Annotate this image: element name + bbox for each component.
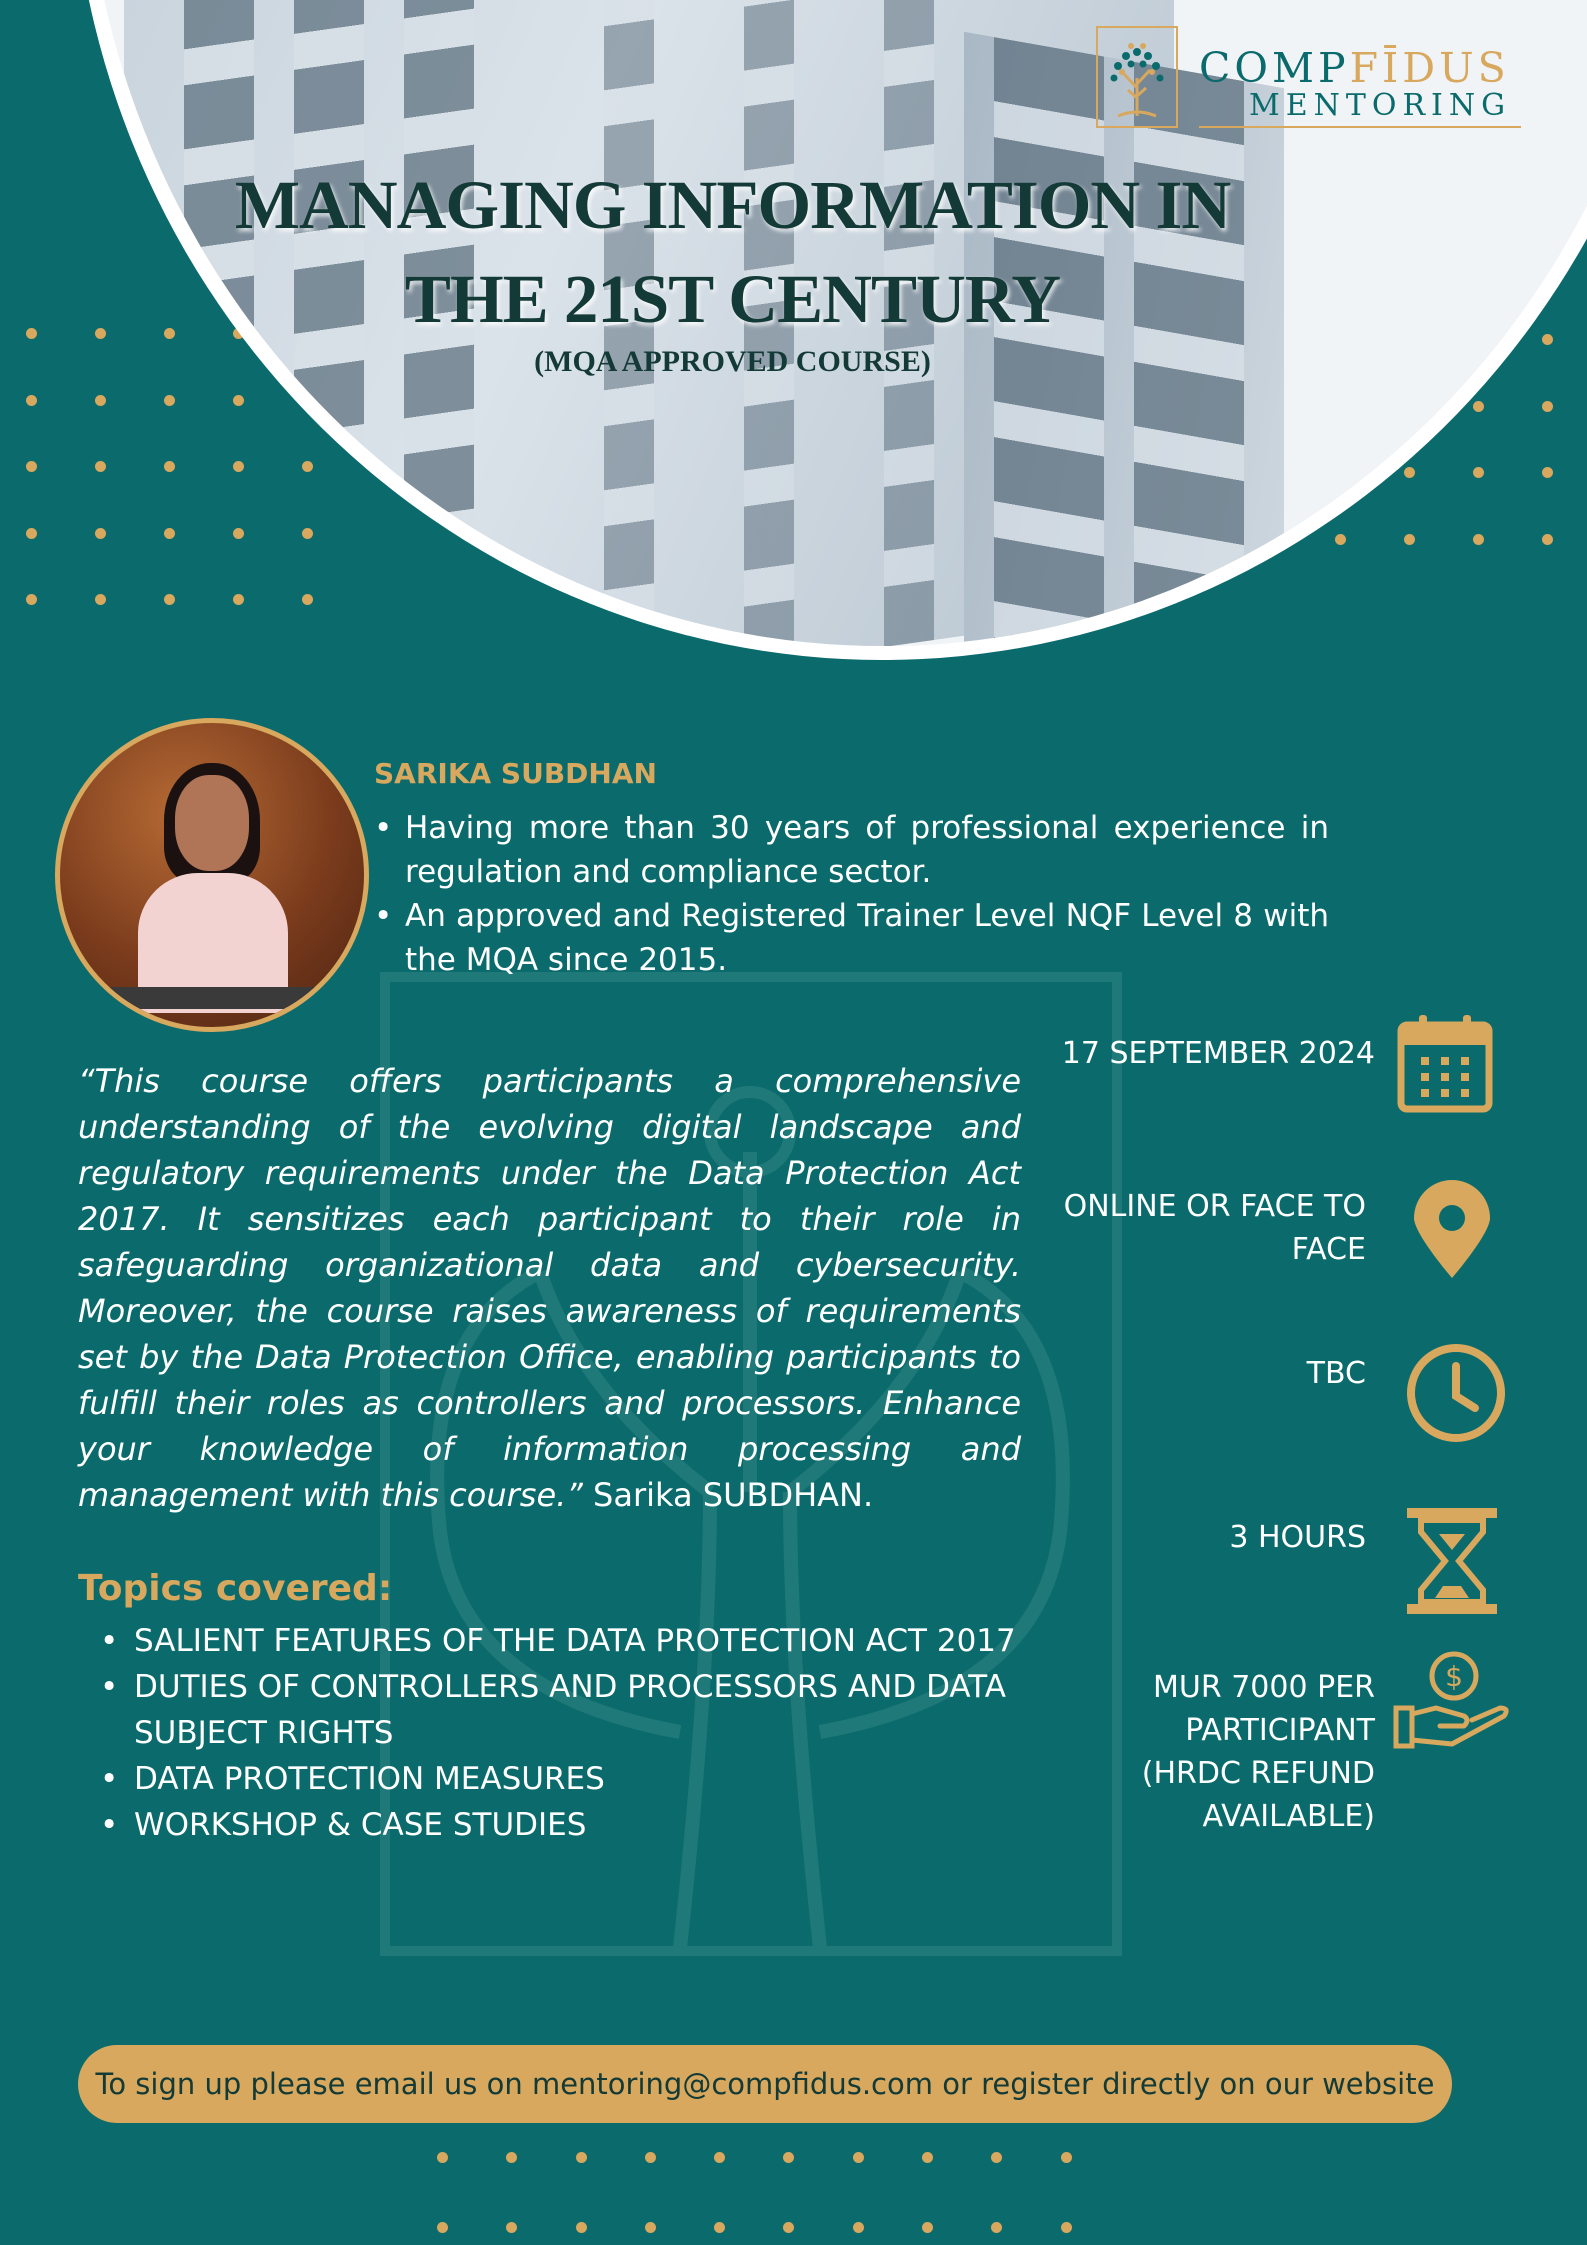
dot-pattern-bottom xyxy=(437,2152,1130,2245)
decorative-dot xyxy=(26,461,37,472)
quote-text: “This course offers participants a comprehensive understanding of the evolving digital landscape and regulatory requirements under the Data Protection Act 2017. It sensitizes each participant to their role in safeguarding organizational data and cybersecurity. Moreover, the course raises awareness of requirements set by the Data Protection Office, enabling participants to fulfill their roles as controllers and processors. Enhance your knowledge of information processing and management with this course.” xyxy=(78,1062,1021,1514)
logo-underline xyxy=(1199,126,1521,128)
course-subtitle: (MQA APPROVED COURSE) xyxy=(534,345,931,378)
trainer-name: SARIKA SUBDHAN xyxy=(374,757,657,790)
decorative-dot xyxy=(853,2222,864,2233)
signup-banner: To sign up please email us on mentoring@compfidus.com or register directly on our website xyxy=(78,2045,1452,2123)
course-date: 17 SEPTEMBER 2024 xyxy=(1061,1036,1375,1071)
course-duration: 3 HOURS xyxy=(1229,1520,1366,1555)
course-fee: MUR 7000 PER PARTICIPANT (HRDC REFUND AVAILABLE) xyxy=(1141,1670,1375,1834)
decorative-dot xyxy=(576,2152,587,2163)
decorative-dot xyxy=(645,2152,656,2163)
trainer-photo xyxy=(55,718,369,1032)
decorative-dot xyxy=(714,2152,725,2163)
topic-item: • DATA PROTECTION MEASURES xyxy=(100,1756,1020,1802)
course-quote xyxy=(78,1058,1021,1518)
decorative-dot xyxy=(26,594,37,605)
hourglass-icon xyxy=(1405,1506,1499,1616)
topic-item: • SALIENT FEATURES OF THE DATA PROTECTION ACT 2017 xyxy=(100,1618,1020,1664)
location-pin-icon xyxy=(1410,1180,1494,1280)
decorative-dot xyxy=(437,2152,448,2163)
decorative-dot xyxy=(991,2152,1002,2163)
decorative-dot xyxy=(506,2222,517,2233)
decorative-dot xyxy=(576,2222,587,2233)
course-title xyxy=(200,158,1265,346)
decorative-dot xyxy=(922,2222,933,2233)
decorative-dot xyxy=(783,2152,794,2163)
logo-wordmark: COMPFĪDUS xyxy=(1199,44,1510,92)
decorative-dot xyxy=(1061,2152,1072,2163)
topic-item: • DUTIES OF CONTROLLERS AND PROCESSORS AND DATA SUBJECT RIGHTS xyxy=(100,1664,1020,1756)
decorative-dot xyxy=(645,2222,656,2233)
svg-text:$: $ xyxy=(1445,1660,1463,1693)
quote-attribution: Sarika SUBDHAN. xyxy=(582,1476,874,1514)
compfidus-logo xyxy=(1096,26,1526,132)
decorative-dot xyxy=(991,2222,1002,2233)
trainer-bio-list xyxy=(374,806,1329,982)
decorative-dot xyxy=(853,2152,864,2163)
bio-item: • Having more than 30 years of professional experience in regulation and compliance sector. xyxy=(374,806,1329,894)
hand-with-coin-icon xyxy=(1392,1650,1514,1750)
decorative-dot xyxy=(506,2152,517,2163)
decorative-dot xyxy=(714,2222,725,2233)
course-time: TBC xyxy=(1306,1356,1366,1391)
decorative-dot xyxy=(26,395,37,406)
decorative-dot xyxy=(1061,2222,1072,2233)
calendar-icon xyxy=(1397,1013,1493,1113)
decorative-dot xyxy=(437,2222,448,2233)
course-title-line-2: THE 21ST CENTURY xyxy=(404,261,1061,337)
bio-item: • An approved and Registered Trainer Level NQF Level 8 with the MQA since 2015. xyxy=(374,894,1329,982)
decorative-dot xyxy=(922,2152,933,2163)
clock-icon xyxy=(1405,1342,1507,1444)
logo-tagline: MENTORING xyxy=(1249,88,1512,123)
decorative-dot xyxy=(783,2222,794,2233)
decorative-dot xyxy=(26,528,37,539)
topics-heading: Topics covered: xyxy=(78,1568,393,1609)
topics-list xyxy=(100,1618,1020,1848)
course-venue: ONLINE OR FACE TO FACE xyxy=(1063,1189,1366,1267)
decorative-dot xyxy=(26,328,37,339)
course-title-line-1: MANAGING INFORMATION IN xyxy=(234,167,1231,243)
topic-item: • WORKSHOP & CASE STUDIES xyxy=(100,1802,1020,1848)
tree-logo-icon xyxy=(1096,26,1178,128)
